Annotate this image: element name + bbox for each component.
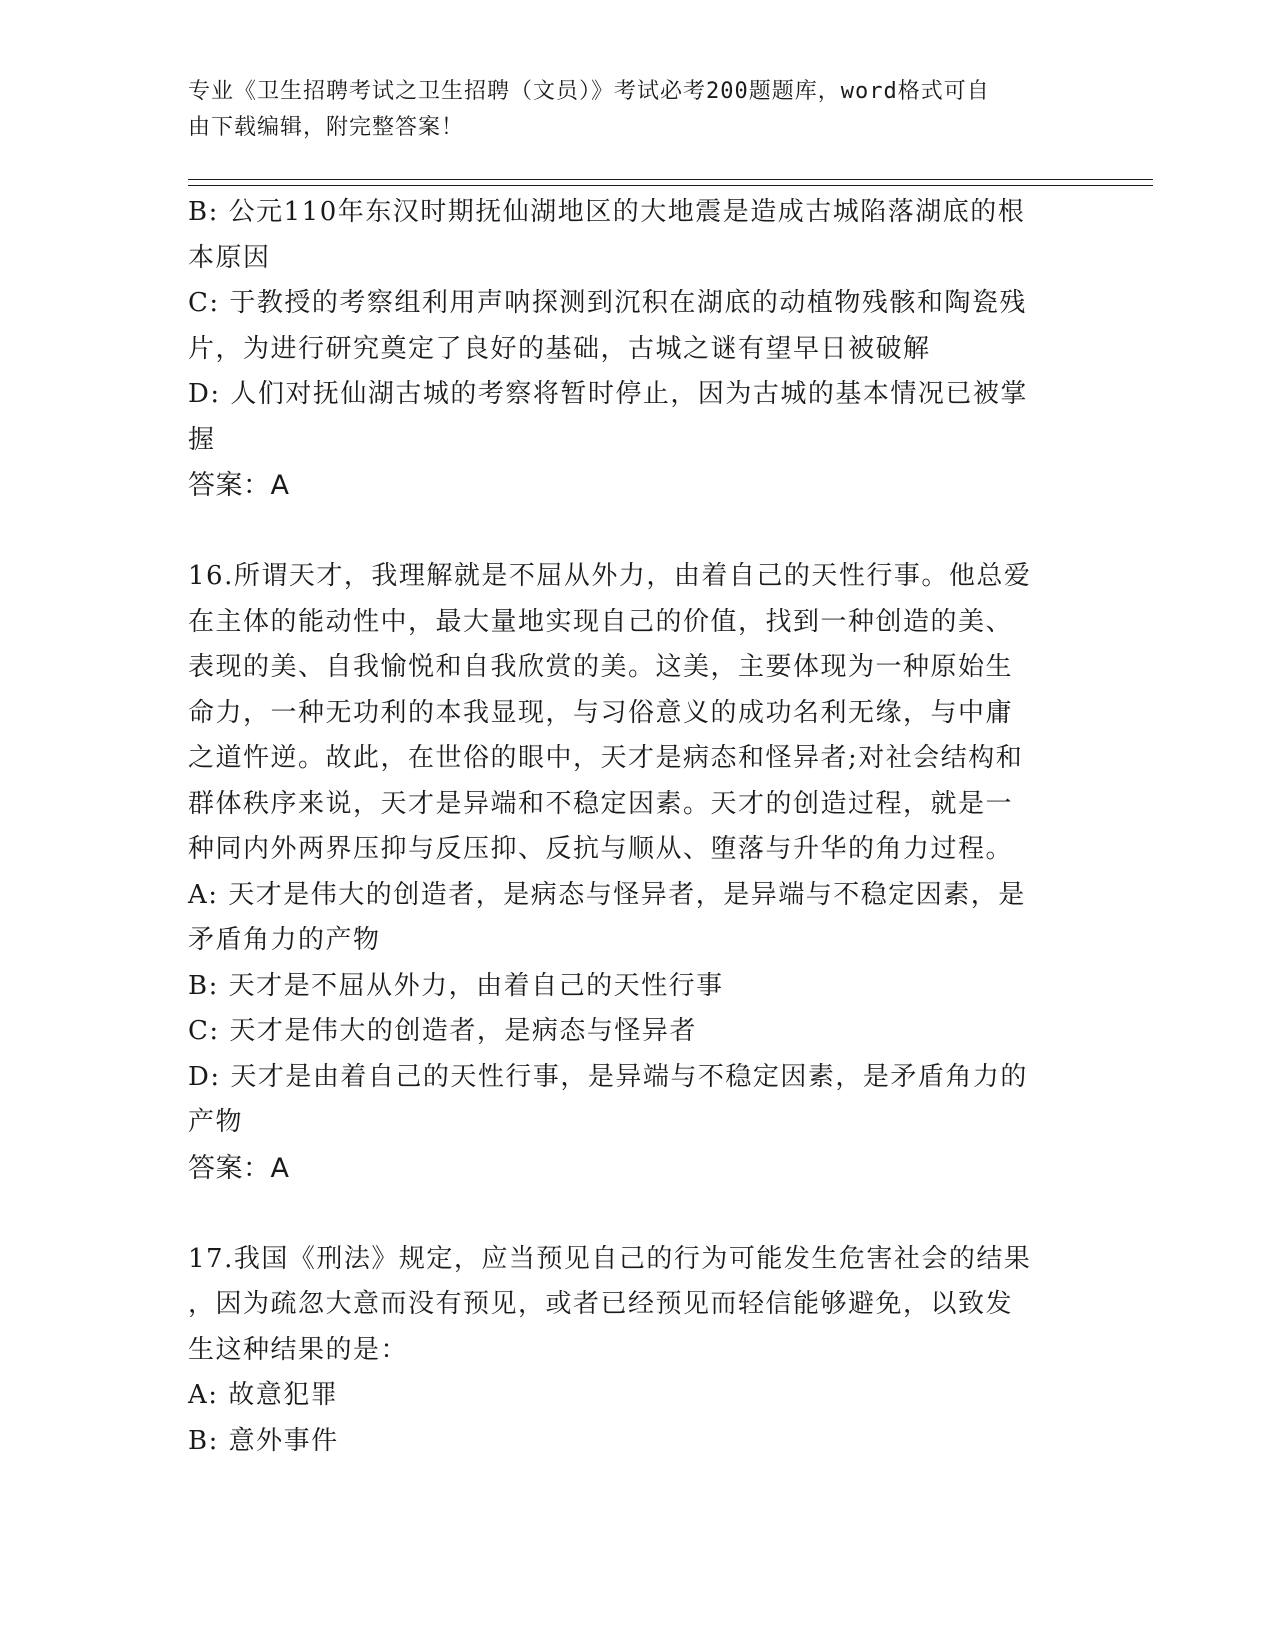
answer-label: 答案：A <box>188 1152 290 1184</box>
question-stem: ，因为疏忽大意而没有预见，或者已经预见而轻信能够避免，以致发 <box>188 1289 1014 1319</box>
header-line: 由下载编辑，附完整答案！ <box>188 115 465 140</box>
question-stem: 群体秩序来说，天才是异端和不稳定因素。天才的创造过程，就是一 <box>188 788 1014 819</box>
option-b: B: 公元110年东汉时期抚仙湖地区的大地震是造成古城陷落湖底的根 <box>188 197 1026 227</box>
question-stem: 16.所谓天才，我理解就是不屈从外力，由着自己的天性行事。他总爱 <box>188 561 1032 591</box>
option-d-cont: 产物 <box>188 1107 244 1137</box>
document-body <box>188 190 1078 1464</box>
answer-label: 答案：A <box>188 470 290 501</box>
option-d: D: 人们对抚仙湖古城的考察将暂时停止，因为古城的基本情况已被掌 <box>188 379 1028 409</box>
option-b: B: 天才是不屈从外力，由着自己的天性行事 <box>188 970 724 1001</box>
option-c: C: 于教授的考察组利用声呐探测到沉积在湖底的动植物残骸和陶瓷残 <box>188 288 1027 318</box>
question-stem: 命力，一种无功利的本我显现，与习俗意义的成功名利无缘，与中庸 <box>188 697 1014 728</box>
question-17 <box>188 1237 1078 1465</box>
header-divider-top <box>188 179 1153 180</box>
question-stem: 之道忤逆。故此，在世俗的眼中，天才是病态和怪异者;对社会结构和 <box>188 743 1024 773</box>
question-stem: 生这种结果的是： <box>188 1334 409 1365</box>
question-15-options <box>188 190 1078 509</box>
option-d-cont: 握 <box>188 424 216 455</box>
option-a-cont: 矛盾角力的产物 <box>188 925 381 955</box>
option-b-cont: 本原因 <box>188 242 271 273</box>
question-stem: 在主体的能动性中，最大量地实现自己的价值，找到一种创造的美、 <box>188 606 1014 637</box>
question-stem: 17.我国《刑法》规定，应当预见自己的行为可能发生危害社会的结果 <box>188 1243 1032 1274</box>
option-d: D: 天才是由着自己的天性行事，是异端与不稳定因素，是矛盾角力的 <box>188 1061 1028 1092</box>
document-header <box>188 74 1068 146</box>
option-a: A: 天才是伟大的创造者，是病态与怪异者，是异端与不稳定因素，是 <box>188 879 1026 910</box>
header-divider-bottom <box>188 185 1153 186</box>
spacer <box>188 1191 1078 1237</box>
question-16 <box>188 554 1078 1191</box>
option-b: B: 意外事件 <box>188 1425 339 1456</box>
spacer <box>188 509 1078 555</box>
header-line: 专业《卫生招聘考试之卫生招聘（文员）》考试必考200题题库，word格式可自 <box>188 79 990 104</box>
option-c: C: 天才是伟大的创造者，是病态与怪异者 <box>188 1016 697 1046</box>
question-stem: 种同内外两界压抑与反压抑、反抗与顺从、堕落与升华的角力过程。 <box>188 834 1014 864</box>
option-c-cont: 片，为进行研究奠定了良好的基础，古城之谜有望早日被破解 <box>188 333 931 364</box>
option-a: A: 故意犯罪 <box>188 1380 339 1410</box>
question-stem: 表现的美、自我愉悦和自我欣赏的美。这美，主要体现为一种原始生 <box>188 652 1014 682</box>
